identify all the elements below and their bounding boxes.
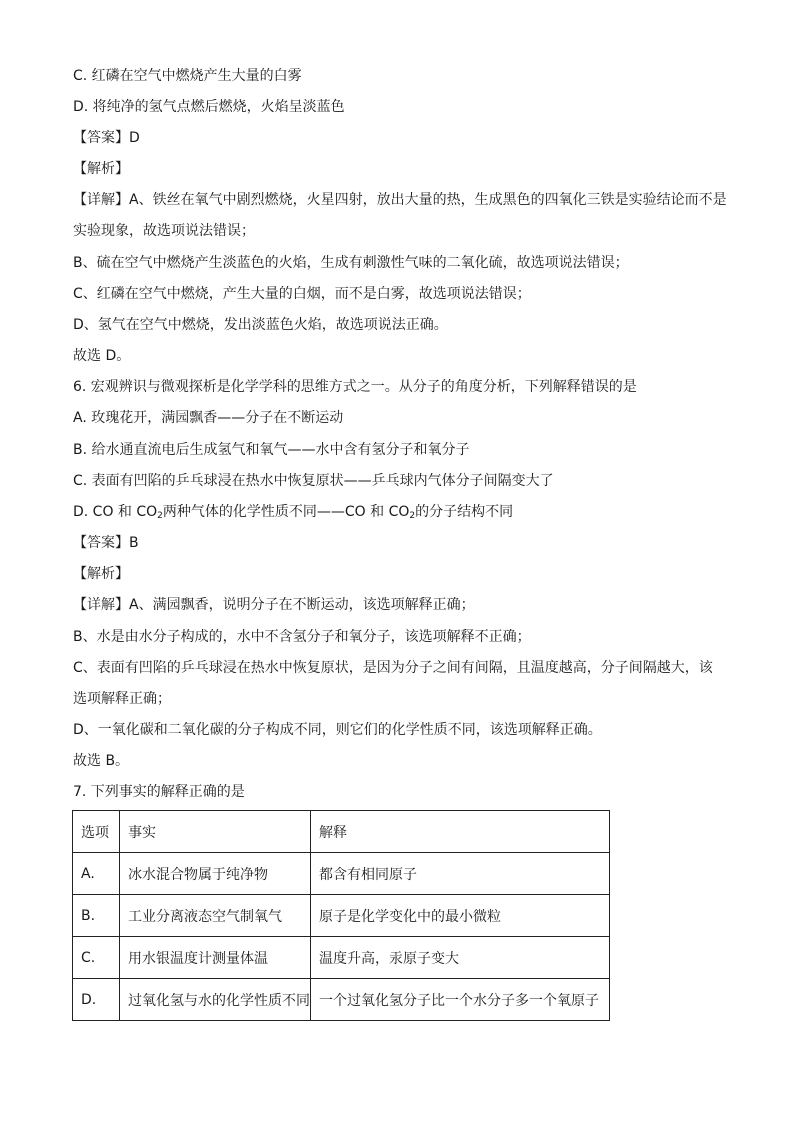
table-cell: B. [73, 895, 120, 937]
q5-detail-line: C、红磷在空气中燃烧，产生大量的白烟，而不是白雾，故选项说法错误； [73, 286, 531, 302]
table-cell: D. [73, 979, 120, 1021]
table-cell: A. [73, 853, 120, 895]
table-header-row [73, 811, 610, 853]
q5-detail-line: D、氢气在空气中燃烧，发出淡蓝色火焰，故选项说法正确。 [73, 317, 448, 333]
q5-conclusion: 故选 D。 [73, 348, 131, 364]
table-cell: 都含有相同原子 [311, 853, 610, 895]
q5-analysis-label: 【解析】 [73, 161, 129, 177]
q6-detail-line: C、表面有凹陷的乒乓球浸在热水中恢复原状，是因为分子之间有间隔，且温度越高，分子间隔越大，该 [73, 660, 713, 676]
q5-option-c: C. 红磷在空气中燃烧产生大量的白雾 [73, 68, 302, 84]
subscript: 2 [409, 511, 416, 521]
q5-detail-line: 实验现象，故选项说法错误； [73, 223, 255, 239]
table-cell: 温度升高，汞原子变大 [311, 937, 610, 979]
table-cell: 一个过氧化氢分子比一个水分子多一个氧原子 [311, 979, 610, 1021]
table-cell: C. [73, 937, 120, 979]
table-row [73, 979, 610, 1021]
q6-analysis-label: 【解析】 [73, 566, 129, 582]
table-cell: 原子是化学变化中的最小微粒 [311, 895, 610, 937]
table-cell: 冰水混合物属于纯净物 [120, 853, 311, 895]
q6-detail-line: 选项解释正确； [73, 691, 171, 707]
q6-option-d [73, 502, 513, 522]
table-row [73, 895, 610, 937]
q6-option-b: B. 给水通直流电后生成氢气和氧气——水中含有氢分子和氧分子 [73, 442, 470, 458]
q6-detail-line: B、水是由水分子构成的，水中不含氢分子和氧分子，该选项解释不正确； [73, 629, 531, 645]
subscript: 2 [157, 511, 163, 521]
table-header-cell: 解释 [311, 811, 610, 853]
q6-option-d-part: 的分子结构不同 [415, 504, 514, 520]
q5-option-d: D. 将纯净的氢气点燃后燃烧，火焰呈淡蓝色 [73, 99, 345, 115]
q5-detail-line: B、硫在空气中燃烧产生淡蓝色的火焰，生成有刺激性气味的二氧化硫，故选项说法错误； [73, 255, 629, 271]
q6-option-c: C. 表面有凹陷的乒乓球浸在热水中恢复原状——乒乓球内气体分子间隔变大了 [73, 473, 554, 489]
table-header-cell: 事实 [120, 811, 311, 853]
q6-conclusion: 故选 B。 [73, 753, 130, 769]
q5-answer: 【答案】D [73, 130, 140, 146]
q6-option-d-part: D. CO 和 CO [73, 504, 158, 520]
table-cell: 工业分离液态空气制氧气 [120, 895, 311, 937]
q6-option-a: A. 玫瑰花开，满园飘香——分子在不断运动 [73, 410, 344, 426]
table-row [73, 853, 610, 895]
table-row [73, 937, 610, 979]
q5-detail-line: 【详解】A、铁丝在氧气中剧烈燃烧，火星四射，放出大量的热，生成黑色的四氧化三铁是实验结论而不是 [73, 192, 727, 208]
table-header-cell: 选项 [73, 811, 120, 853]
q7-stem: 7. 下列事实的解释正确的是 [73, 784, 245, 800]
q6-detail-line: 【详解】A、满园飘香，说明分子在不断运动，该选项解释正确； [73, 597, 475, 613]
q7-table [72, 810, 610, 1021]
q6-answer: 【答案】B [73, 535, 139, 551]
q6-option-d-part: 两种气体的化学性质不同——CO 和 CO [162, 504, 410, 520]
q6-stem: 6. 宏观辨识与微观探析是化学学科的思维方式之一。从分子的角度分析，下列解释错误的是 [73, 379, 637, 395]
table-cell: 过氧化氢与水的化学性质不同 [120, 979, 311, 1021]
table-cell: 用水银温度计测量体温 [120, 937, 311, 979]
q6-detail-line: D、一氧化碳和二氧化碳的分子构成不同，则它们的化学性质不同，该选项解释正确。 [73, 722, 602, 738]
